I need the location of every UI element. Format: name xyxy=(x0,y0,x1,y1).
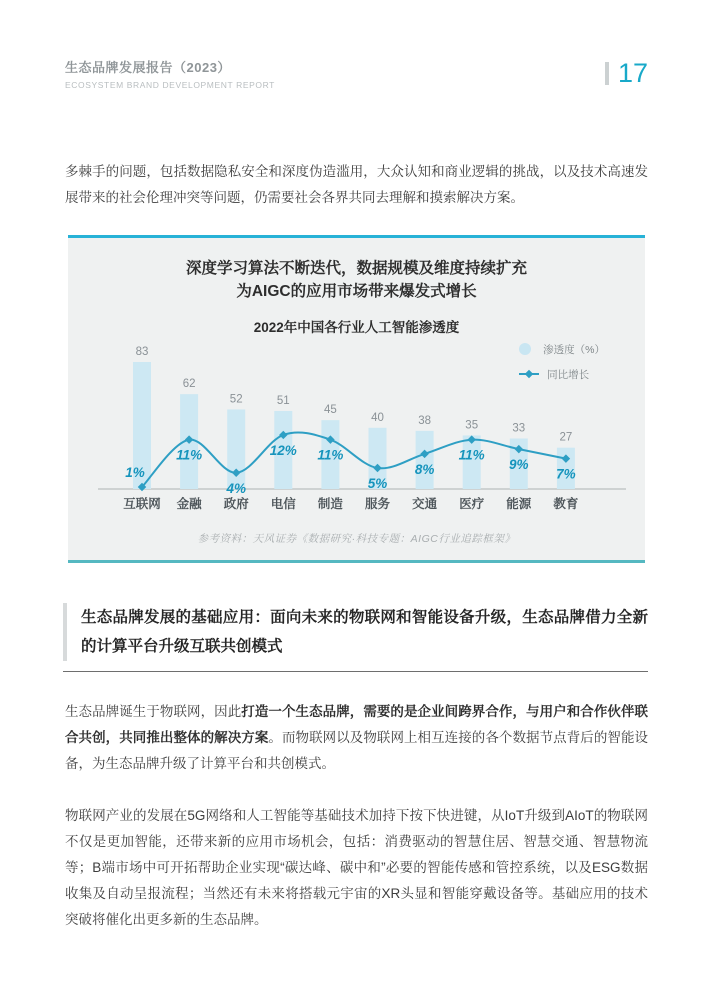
growth-legend-marker-icon xyxy=(519,373,539,375)
chart-x-label: 交通 xyxy=(412,496,438,511)
penetration-legend-label: 渗透度（%） xyxy=(543,343,605,356)
chart-bar-value: 40 xyxy=(371,411,384,424)
chart-source-note: 参考资料：天风证券《数据研究·科技专题：AIGC行业追踪框架》 xyxy=(197,532,516,545)
chart-bar-value: 33 xyxy=(512,422,526,435)
page-number: 17 xyxy=(617,58,648,88)
p1-pre: 生态品牌诞生于物联网，因此 xyxy=(65,703,242,719)
chart-x-label: 医疗 xyxy=(459,496,485,511)
page-header xyxy=(65,60,648,90)
p1-post: 。而物联网以及物联网上相互连接的各个数据节点背后的智能设备，为生态品牌升级了计算平台和共创模式。 xyxy=(65,729,649,771)
body-paragraph-1 xyxy=(65,699,648,777)
p1-bold: 打造一个生态品牌，需要的是企业间跨界合作，与用户和合作伙伴联合共创，共同推出整体的解决方案 xyxy=(65,703,649,745)
intro-paragraph: 多棘手的问题，包括数据隐私安全和深度伪造滥用，大众认知和商业逻辑的挑战，以及技术高速发展带来的社会伦理冲突等问题，仍需要社会各界共同去理解和摸索解决方案。 xyxy=(65,163,648,205)
penetration-legend-marker-icon xyxy=(519,343,531,355)
page-number-divider xyxy=(605,62,609,85)
chart-x-label: 互联网 xyxy=(123,496,161,511)
chart-subtitle: 2022年中国各行业人工智能渗透度 xyxy=(253,319,460,335)
chart-bar-value: 83 xyxy=(135,345,149,358)
report-subtitle: ECOSYSTEM BRAND DEVELOPMENT REPORT xyxy=(65,79,275,90)
chart-panel xyxy=(68,235,645,563)
chart-bar-value: 27 xyxy=(559,431,573,444)
chart-bar xyxy=(416,431,434,489)
chart-x-label: 金融 xyxy=(176,496,202,511)
chart-pct-label: 5% xyxy=(367,475,388,491)
chart-x-label: 制造 xyxy=(317,496,343,511)
chart-x-label: 服务 xyxy=(364,496,391,511)
growth-legend-label: 同比增长 xyxy=(547,368,590,381)
chart-pct-label: 11% xyxy=(317,447,344,463)
chart-pct-label: 7% xyxy=(556,466,576,482)
chart-x-label: 政府 xyxy=(223,496,249,511)
chart-pct-label: 1% xyxy=(125,464,145,480)
section-divider xyxy=(63,671,648,672)
chart-bar xyxy=(227,409,245,489)
legend-item-penetration xyxy=(519,342,605,357)
body-paragraph-2: 物联网产业的发展在5G网络和人工智能等基础技术加持下按下快进键，从IoT升级到AIoT的物联网不仅是更加智能，还带来新的应用市场机会，包括：消费驱动的智慧住居、智慧交通、智慧物流等；B端市场中可开拓帮助企业实现“碳达峰、碳中和”必要的智能传感和管控系统，以及ESG数据收集及自动呈报流程；当然还有未来将搭载元宇宙的XR头显和智能穿戴设备等。基础应用的技术突破将催化出更多新的生态品牌。 xyxy=(65,807,648,927)
chart-title xyxy=(68,257,645,303)
chart-bar-value: 38 xyxy=(418,414,431,427)
chart-pct-label: 8% xyxy=(414,461,435,477)
chart-pct-label: 12% xyxy=(269,442,297,458)
chart-bar-value: 62 xyxy=(182,378,196,391)
chart-bar-value: 35 xyxy=(465,419,479,432)
chart-x-label: 电信 xyxy=(270,496,296,511)
report-title: 生态品牌发展报告（2023） xyxy=(65,60,231,75)
chart-bar-value: 52 xyxy=(229,393,243,406)
chart-pct-label: 9% xyxy=(509,457,529,473)
chart-x-label: 能源 xyxy=(506,496,532,511)
chart-bar-value: 45 xyxy=(324,404,337,417)
chart-x-label: 教育 xyxy=(553,496,579,511)
header-titles xyxy=(65,60,275,90)
chart-title-line1: 深度学习算法不断迭代，数据规模及维度持续扩充 xyxy=(185,259,527,277)
chart-pct-label: 11% xyxy=(176,447,203,463)
chart-pct-label: 4% xyxy=(226,480,246,496)
chart-pct-label: 11% xyxy=(458,447,485,463)
section-heading-inner xyxy=(63,603,648,661)
chart-bar-value: 51 xyxy=(276,394,290,407)
chart-title-line2: 为AIGC的应用市场带来爆发式增长 xyxy=(236,282,477,300)
section-heading: 生态品牌发展的基础应用：面向未来的物联网和智能设备升级，生态品牌借力全新的计算平台升级互联共创模式 xyxy=(81,608,648,655)
section-heading-block xyxy=(63,603,648,672)
chart-legend xyxy=(519,342,605,392)
chart-growth-line xyxy=(142,432,566,487)
legend-item-growth xyxy=(519,367,605,382)
page-number-wrap xyxy=(605,60,648,87)
